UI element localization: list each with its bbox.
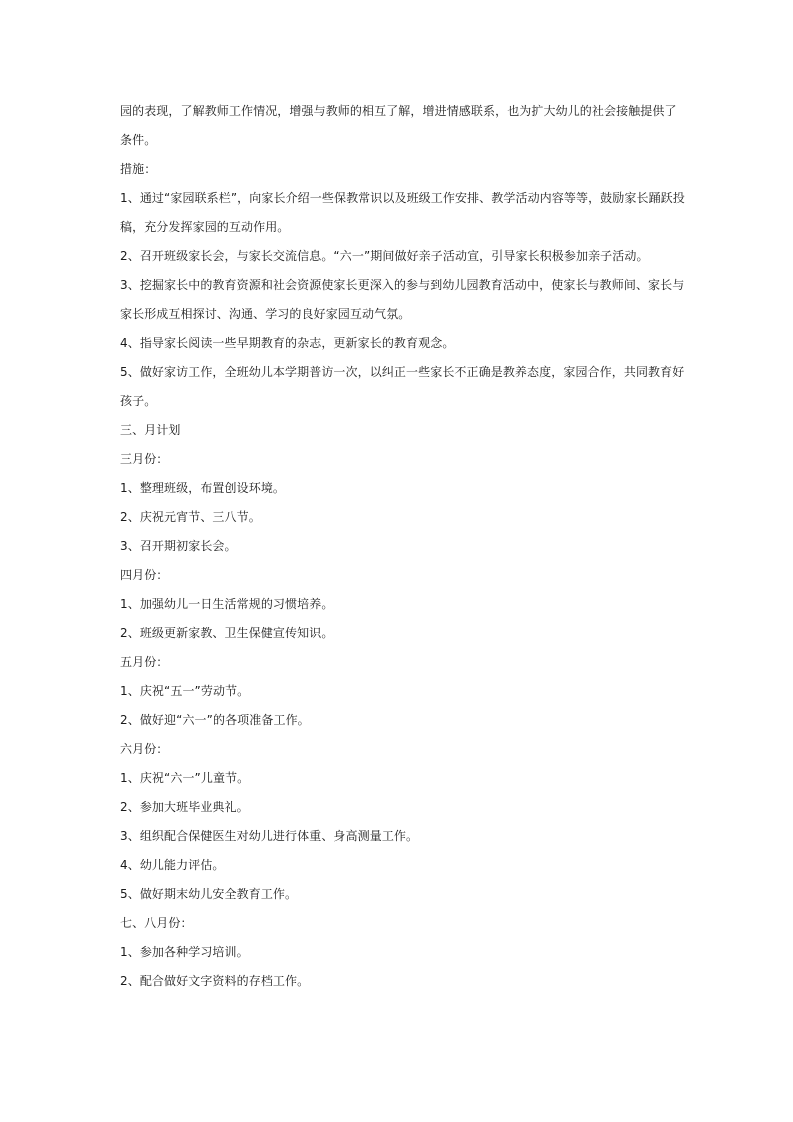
list-item: 2、做好迎“六一”的各项准备工作。 — [120, 713, 310, 727]
list-item: 1、参加各种学习培训。 — [120, 945, 249, 959]
month-heading: 三月份： — [120, 452, 169, 466]
list-item: 4、幼儿能力评估。 — [120, 858, 225, 872]
month-heading: 五月份： — [120, 655, 169, 669]
text-line: 2、召开班级家长会，与家长交流信息。“六一”期间做好亲子活动宣，引导家长积极参加亲子活动。 — [120, 249, 649, 263]
list-item: 3、组织配合保健医生对幼儿进行体重、身高测量工作。 — [120, 829, 419, 843]
text-line: 4、指导家长阅读一些早期教育的杂志，更新家长的教育观念。 — [120, 336, 455, 350]
month-heading: 四月份： — [120, 568, 169, 582]
list-item: 2、庆祝元宵节、三八节。 — [120, 510, 261, 524]
list-item: 5、做好期末幼儿安全教育工作。 — [120, 887, 298, 901]
text-line: 1、通过“家园联系栏”，向家长介绍一些保教常识以及班级工作安排、教学活动内容等等，鼓励家长踊跃投 — [120, 191, 685, 205]
text-line: 园的表现，了解教师工作情况，增强与教师的相互了解，增进情感联系，也为扩大幼儿的社会接触提供了 — [120, 104, 677, 118]
month-heading: 七、八月份： — [120, 916, 193, 930]
text-line: 条件。 — [120, 133, 157, 147]
document-body — [120, 97, 685, 996]
list-item: 1、庆祝“五一”劳动节。 — [120, 684, 250, 698]
section-heading: 措施： — [120, 162, 157, 176]
list-item: 2、配合做好文字资料的存档工作。 — [120, 974, 310, 988]
list-item: 1、整理班级，布置创设环境。 — [120, 481, 286, 495]
month-heading: 六月份： — [120, 742, 169, 756]
list-item: 2、参加大班毕业典礼。 — [120, 800, 249, 814]
list-item: 3、召开期初家长会。 — [120, 539, 237, 553]
text-line: 稿，充分发挥家园的互动作用。 — [120, 220, 290, 234]
text-line: 5、做好家访工作，全班幼儿本学期普访一次，以纠正一些家长不正确是教养态度，家园合作，共同教育好 — [120, 365, 685, 379]
list-item: 1、庆祝“六一”儿童节。 — [120, 771, 250, 785]
text-line: 孩子。 — [120, 394, 157, 408]
text-line: 3、挖掘家长中的教育资源和社会资源使家长更深入的参与到幼儿园教育活动中，使家长与教师间、家长与 — [120, 278, 685, 292]
list-item: 2、班级更新家教、卫生保健宣传知识。 — [120, 626, 334, 640]
text-line: 家长形成互相探讨、沟通、学习的良好家园互动气氛。 — [120, 307, 411, 321]
list-item: 1、加强幼儿一日生活常规的习惯培养。 — [120, 597, 334, 611]
section-heading: 三、月计划 — [120, 423, 181, 437]
